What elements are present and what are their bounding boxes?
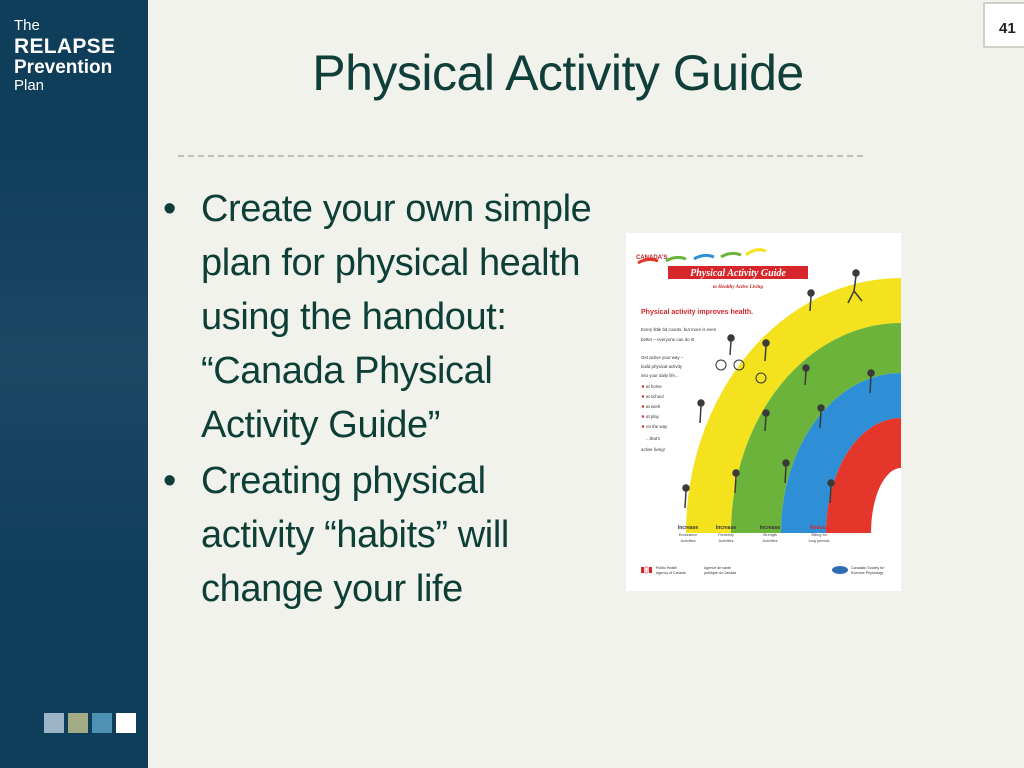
- poster-body: active living!: [641, 447, 665, 452]
- slide-number: 41: [999, 20, 1016, 37]
- poster-body: Get active your way –: [641, 355, 684, 360]
- poster-subtitle: to Healthy Active Living: [713, 285, 763, 290]
- bullet-dot: •: [163, 188, 176, 230]
- brand-logo: [14, 18, 115, 93]
- slide-number-box: [983, 2, 1024, 48]
- band-label: Increase: [677, 525, 699, 531]
- bullet-dot: •: [163, 460, 176, 502]
- logo-line-the: The: [14, 17, 40, 34]
- bullet-list: [160, 182, 610, 618]
- poster-title: Physical Activity Guide: [690, 268, 786, 279]
- footer-text: Exercise Physiology: [851, 571, 884, 575]
- square-light-blue: [44, 713, 64, 733]
- poster-body: into your daily life...: [641, 373, 679, 378]
- poster-body: Every little bit counts, but more is even: [641, 327, 717, 332]
- color-squares: [44, 713, 136, 733]
- poster-list-item: at school: [646, 394, 664, 399]
- band-label: Activities: [718, 539, 734, 543]
- poster-list-item: at work: [646, 404, 661, 409]
- sidebar: [0, 0, 148, 768]
- footer-text: publique du Canada: [704, 571, 737, 575]
- band-label: Endurance: [678, 533, 698, 537]
- poster-headline: Physical activity improves health.: [641, 309, 754, 316]
- csep-logo-icon: [832, 566, 848, 574]
- bullet-line: Create your own simple: [201, 188, 592, 230]
- dashed-divider: [178, 155, 863, 157]
- poster-list-item: at home: [646, 384, 662, 389]
- sidebar-sheen: [0, 150, 148, 570]
- band-label: Activities: [680, 539, 696, 543]
- square-white: [116, 713, 136, 733]
- poster-list-item: on the way: [646, 424, 668, 429]
- bullet-line: change your life: [201, 568, 463, 610]
- bullet-line: Creating physical: [201, 460, 486, 502]
- poster-list-item: at play: [646, 414, 659, 419]
- bullet-line: “Canada Physical: [201, 350, 493, 392]
- poster-canadas: CANADA'S: [636, 255, 668, 261]
- poster-body: better – everyone can do it!: [641, 337, 695, 342]
- band-label: Strength: [762, 533, 778, 537]
- activity-guide-image: [626, 233, 901, 591]
- band-label: Increase: [759, 525, 781, 531]
- slide-title: Physical Activity Guide: [312, 45, 804, 101]
- bullet-line: plan for physical health: [201, 242, 581, 284]
- band-label: long periods: [808, 539, 830, 543]
- bullet-line: activity “habits” will: [201, 514, 509, 556]
- poster-body: ...that's: [646, 436, 661, 441]
- logo-line-prevention: Prevention: [14, 57, 113, 78]
- band-label: Increase: [715, 525, 737, 531]
- logo-line-relapse: RELAPSE: [14, 35, 116, 58]
- band-label: Reduce: [809, 525, 829, 531]
- footer-text: Agence de santé: [704, 566, 731, 570]
- footer-text: Public Health: [656, 566, 678, 570]
- poster-body: build physical activity: [641, 364, 682, 369]
- footer-text: Canadian Society for: [851, 566, 885, 570]
- bullet-item: [160, 454, 610, 616]
- bullet-item: [160, 182, 610, 452]
- band-label: Flexibility: [718, 533, 734, 537]
- square-blue: [92, 713, 112, 733]
- bullet-line: using the handout:: [201, 296, 507, 338]
- square-olive: [68, 713, 88, 733]
- logo-line-plan: Plan: [14, 77, 45, 94]
- footer-text: Agency of Canada: [656, 571, 686, 575]
- band-label: Sitting for: [810, 533, 828, 537]
- poster-illustration: [626, 233, 901, 591]
- bullet-line: Activity Guide”: [201, 404, 440, 446]
- band-label: Activities: [762, 539, 778, 543]
